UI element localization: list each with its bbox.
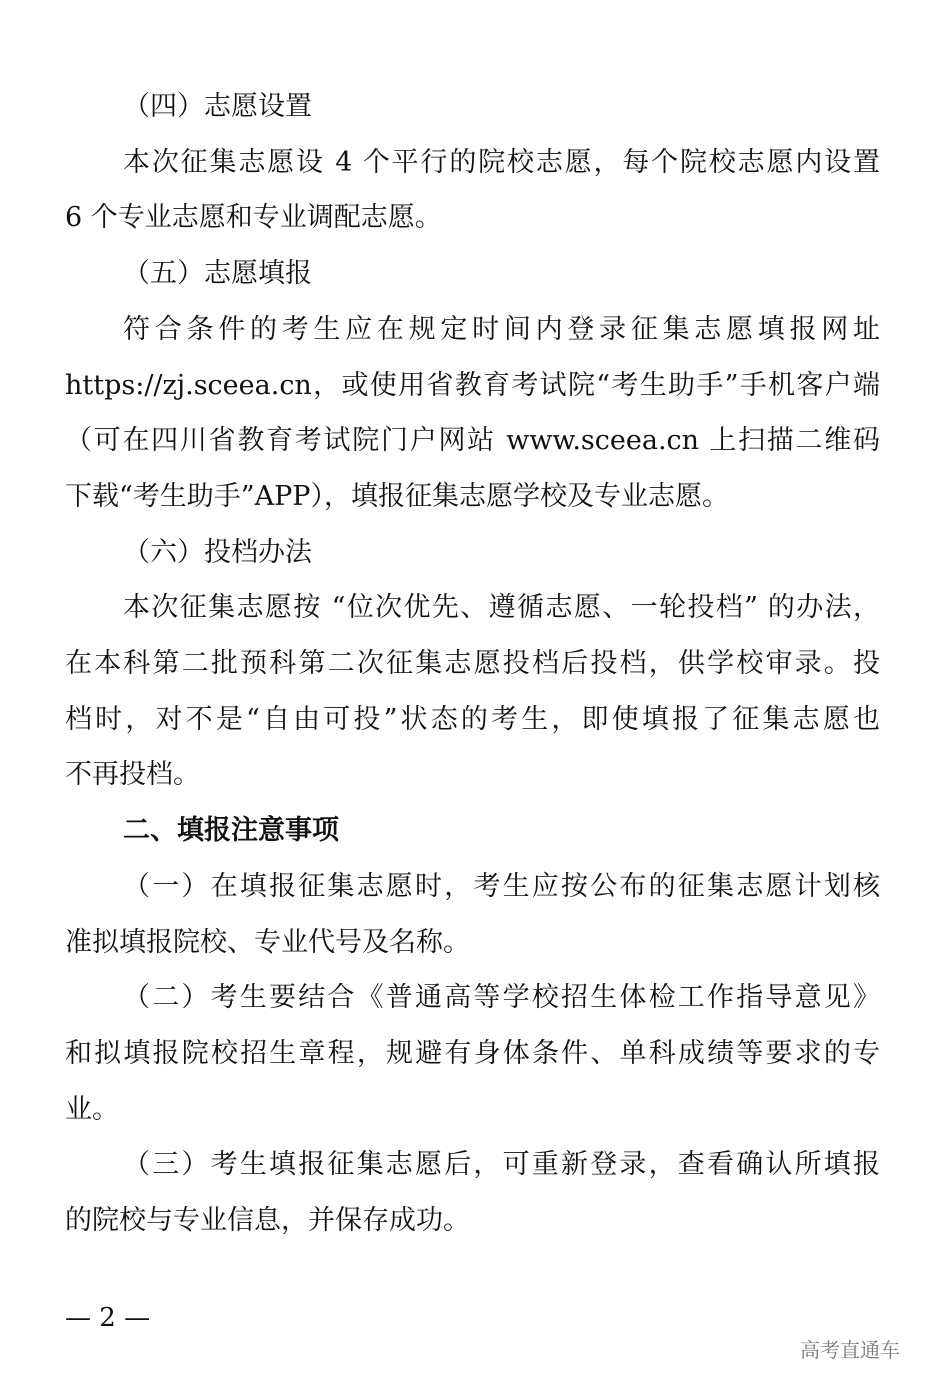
paragraph-line: 符合条件的考生应在规定时间内登录征集志愿填报网址 (123, 313, 880, 345)
paragraph-line: 下载“考生助手”APP），填报征集志愿学校及专业志愿。 (65, 480, 729, 512)
watermark: 高考直通车 (800, 1338, 900, 1362)
paragraph-line: 本次征集志愿设 4 个平行的院校志愿，每个院校志愿内设置 (123, 146, 880, 178)
paragraph-line: （三）考生填报征集志愿后，可重新登录，查看确认所填报 (123, 1149, 880, 1181)
paragraph-line: 在本科第二批预科第二次征集志愿投档后投档，供学校审录。投 (65, 648, 880, 679)
paragraph-line: 和拟填报院校招生章程，规避有身体条件、单科成绩等要求的专 (65, 1037, 880, 1069)
paragraph-line: https://zj.sceea.cn，或使用省教育考试院“考生助手”手机客户端 (65, 369, 880, 401)
paragraph-line: 档时，对不是“自由可投”状态的考生，即使填报了征集志愿也 (65, 703, 880, 735)
paragraph-line: 业。 (65, 1093, 119, 1125)
section-heading: （五）志愿填报 (123, 258, 312, 290)
paragraph-line: 本次征集志愿按 “位次优先、遵循志愿、一轮投档” 的办法， (123, 592, 880, 624)
paragraph-line: 6 个专业志愿和专业调配志愿。 (65, 202, 442, 234)
paragraph-line: （可在四川省教育考试院门户网站 www.sceea.cn 上扫描二维码 (65, 425, 880, 457)
paragraph-line: （一）在填报征集志愿时，考生应按公布的征集志愿计划核 (123, 870, 880, 902)
paragraph-line: 不再投档。 (65, 759, 200, 791)
page-number: — 2 — (65, 1303, 151, 1333)
section-heading: 二、填报注意事项 (123, 815, 339, 847)
paragraph-line: 准拟填报院校、专业代号及名称。 (65, 926, 470, 958)
section-heading: （六）投档办法 (123, 536, 312, 568)
paragraph-line: （二）考生要结合《普通高等学校招生体检工作指导意见》 (123, 982, 880, 1014)
section-heading: （四）志愿设置 (123, 91, 312, 122)
paragraph-line: 的院校与专业信息，并保存成功。 (65, 1205, 470, 1236)
